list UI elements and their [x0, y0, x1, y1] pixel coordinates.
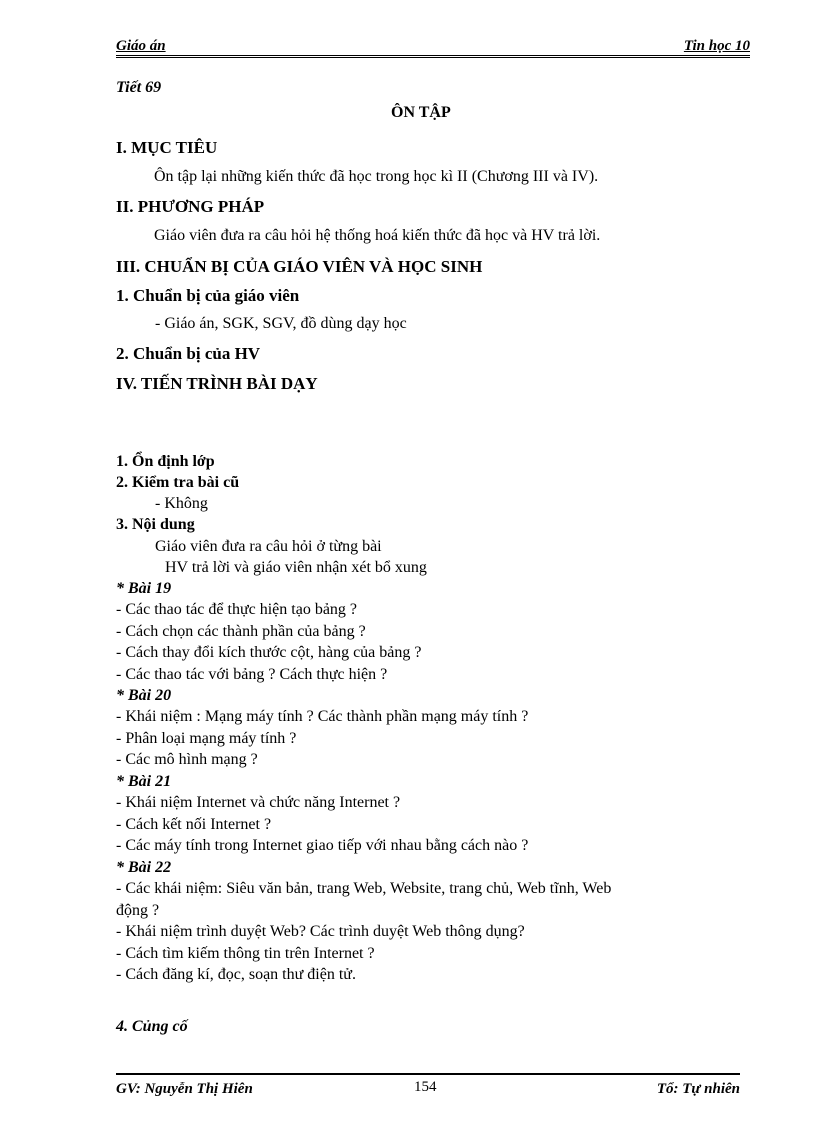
- list-item: - Các khái niệm: Siêu văn bản, trang Web, Website, trang chủ, Web tĩnh, Web: [116, 880, 612, 897]
- section-3-sub1-text: - Giáo án, SGK, SGV, đồ dùng dạy học: [155, 315, 407, 332]
- footer-department: Tổ: Tự nhiên: [656, 1081, 740, 1097]
- list-item: - Phân loại mạng máy tính ?: [116, 730, 297, 747]
- list-item: - Khái niệm trình duyệt Web? Các trình duyệt Web thông dụng?: [116, 923, 525, 940]
- list-item: - Cách tìm kiếm thông tin trên Internet ?: [116, 945, 375, 962]
- header-right: Tin học 10: [683, 38, 750, 54]
- list-item: - Các thao tác để thực hiện tạo bảng ?: [116, 601, 358, 618]
- process-step-3-line-1: Giáo viên đưa ra câu hỏi ở từng bài: [155, 538, 382, 555]
- process-step-1: 1. Ổn định lớp: [116, 453, 215, 470]
- process-step-3-line-2: HV trả lời và giáo viên nhận xét bổ xung: [165, 559, 427, 576]
- lesson-title-20: Bài 20: [128, 687, 172, 704]
- section-4-heading: IV. TIẾN TRÌNH BÀI DẠY: [116, 374, 318, 393]
- list-item: - Cách đăng kí, đọc, soạn thư điện tử.: [116, 966, 356, 983]
- lesson-heading: * Bài 22: [116, 859, 172, 876]
- section-3-heading: III. CHUẨN BỊ CỦA GIÁO VIÊN VÀ HỌC SINH: [116, 257, 483, 276]
- lesson-title-21: Bài 21: [128, 773, 172, 790]
- list-item: - Khái niệm Internet và chức năng Internet ?: [116, 794, 401, 811]
- process-step-2-text: - Không: [155, 495, 208, 512]
- page-number: 154: [414, 1079, 437, 1095]
- process-step-2: 2. Kiểm tra bài cũ: [116, 474, 240, 491]
- section-2-text: Giáo viên đưa ra câu hỏi hệ thống hoá kiến thức đã học và HV trả lời.: [154, 227, 601, 244]
- list-item: - Các thao tác với bảng ? Cách thực hiện ?: [116, 666, 388, 683]
- lesson-title-19: Bài 19: [128, 580, 172, 597]
- list-item: - Cách kết nối Internet ?: [116, 816, 272, 833]
- process-step-3: 3. Nội dung: [116, 516, 195, 533]
- header-left: Giáo án: [116, 38, 166, 54]
- list-item: - Cách thay đổi kích thước cột, hàng của bảng ?: [116, 644, 422, 661]
- section-3-sub1: 1. Chuẩn bị của giáo viên: [116, 286, 300, 305]
- list-item: - Các máy tính trong Internet giao tiếp với nhau bằng cách nào ?: [116, 837, 529, 854]
- list-item: - Các mô hình mạng ?: [116, 751, 258, 768]
- lesson-title-22: Bài 22: [128, 859, 172, 876]
- lesson-title: ÔN TẬP: [391, 104, 451, 121]
- consolidate-heading: 4. Củng cố: [116, 1018, 188, 1035]
- lesson-number: Tiết 69: [116, 79, 162, 96]
- list-item: - Khái niệm : Mạng máy tính ? Các thành phần mạng máy tính ?: [116, 708, 529, 725]
- lesson-heading: * Bài 20: [116, 687, 172, 704]
- section-3-sub2: 2. Chuẩn bị của HV: [116, 344, 261, 363]
- lesson-heading: * Bài 21: [116, 773, 172, 790]
- lesson-heading: * Bài 19: [116, 580, 172, 597]
- section-1-text: Ôn tập lại những kiến thức đã học trong học kì II (Chương III và IV).: [154, 168, 599, 185]
- list-item: động ?: [116, 902, 160, 919]
- footer-divider: [116, 1073, 740, 1075]
- section-2-heading: II. PHƯƠNG PHÁP: [116, 197, 265, 216]
- footer-author: GV: Nguyễn Thị Hiên: [116, 1081, 253, 1097]
- section-1-heading: I. MỤC TIÊU: [116, 138, 218, 157]
- header-divider: [116, 55, 750, 58]
- list-item: - Cách chọn các thành phần của bảng ?: [116, 623, 366, 640]
